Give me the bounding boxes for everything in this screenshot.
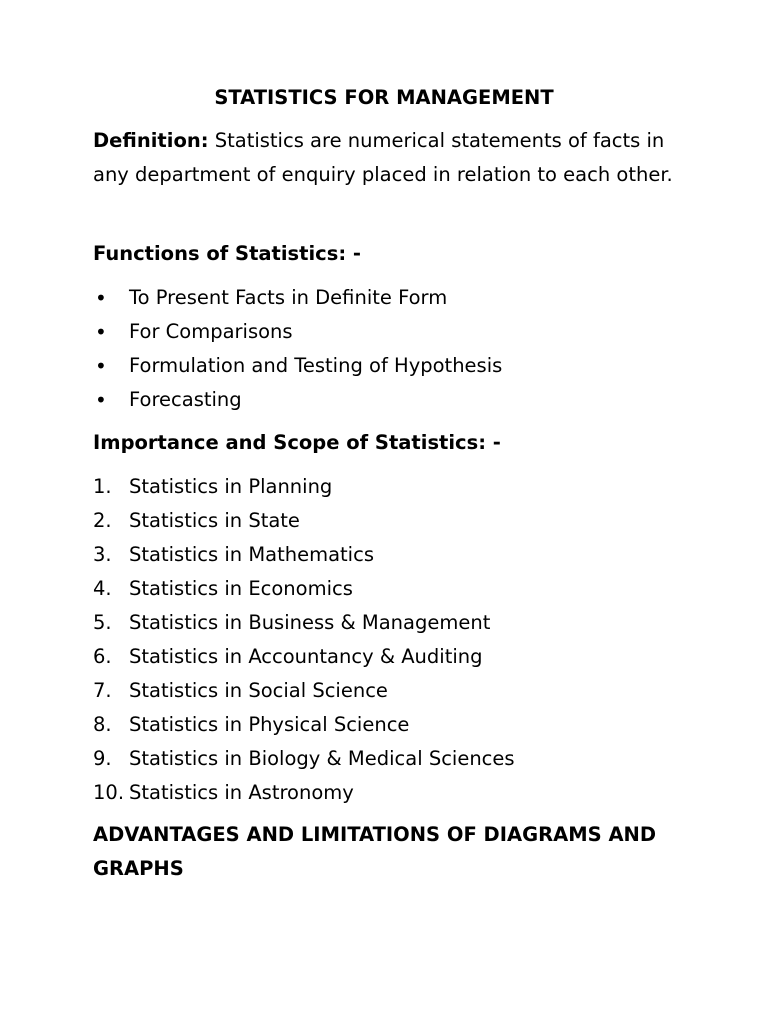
list-item	[93, 611, 515, 645]
functions-heading: Functions of Statistics: -	[93, 242, 362, 265]
list-number: 5.	[93, 611, 112, 634]
document-title: STATISTICS FOR MANAGEMENT	[214, 86, 554, 109]
bullet-icon: •	[95, 286, 107, 310]
list-item	[93, 475, 515, 509]
list-number: 10.	[93, 781, 125, 804]
importance-list	[93, 475, 515, 815]
list-item	[93, 645, 515, 679]
list-item	[93, 320, 502, 354]
list-item-text: For Comparisons	[129, 320, 293, 343]
definition-text: Statistics are numerical statements of facts in any department of enquiry placed in relation to each other.	[93, 129, 673, 186]
bullet-icon: •	[95, 354, 107, 378]
list-item-text: Formulation and Testing of Hypothesis	[129, 354, 503, 377]
list-item	[93, 781, 515, 815]
list-item	[93, 713, 515, 747]
list-item-text: Statistics in Social Science	[129, 679, 388, 702]
functions-list	[93, 286, 502, 422]
definition-paragraph	[93, 124, 693, 192]
list-item-text: Statistics in Business & Management	[129, 611, 491, 634]
list-item	[93, 747, 515, 781]
list-item-text: Statistics in Physical Science	[129, 713, 410, 736]
list-item-text: Statistics in Economics	[129, 577, 353, 600]
list-item	[93, 577, 515, 611]
list-item	[93, 388, 502, 422]
list-item-text: Statistics in Mathematics	[129, 543, 374, 566]
list-number: 6.	[93, 645, 112, 668]
list-item-text: Statistics in Astronomy	[129, 781, 354, 804]
list-item-text: Statistics in Biology & Medical Sciences	[129, 747, 515, 770]
list-item	[93, 679, 515, 713]
list-item	[93, 354, 502, 388]
list-number: 2.	[93, 509, 112, 532]
list-item-text: Statistics in Accountancy & Auditing	[129, 645, 483, 668]
importance-heading: Importance and Scope of Statistics: -	[93, 431, 501, 454]
list-item-text: Forecasting	[129, 388, 242, 411]
list-number: 4.	[93, 577, 112, 600]
list-number: 8.	[93, 713, 112, 736]
advantages-heading: ADVANTAGES AND LIMITATIONS OF DIAGRAMS AND GRAPHS	[93, 823, 657, 880]
list-item	[93, 543, 515, 577]
list-item	[93, 509, 515, 543]
list-number: 1.	[93, 475, 112, 498]
list-number: 9.	[93, 747, 112, 770]
list-item-text: Statistics in State	[129, 509, 300, 532]
bullet-icon: •	[95, 320, 107, 344]
bullet-icon: •	[95, 388, 107, 412]
list-item	[93, 286, 502, 320]
list-number: 3.	[93, 543, 112, 566]
definition-term: Definition:	[93, 129, 209, 152]
list-item-text: Statistics in Planning	[129, 475, 333, 498]
list-number: 7.	[93, 679, 112, 702]
list-item-text: To Present Facts in Definite Form	[129, 286, 448, 309]
